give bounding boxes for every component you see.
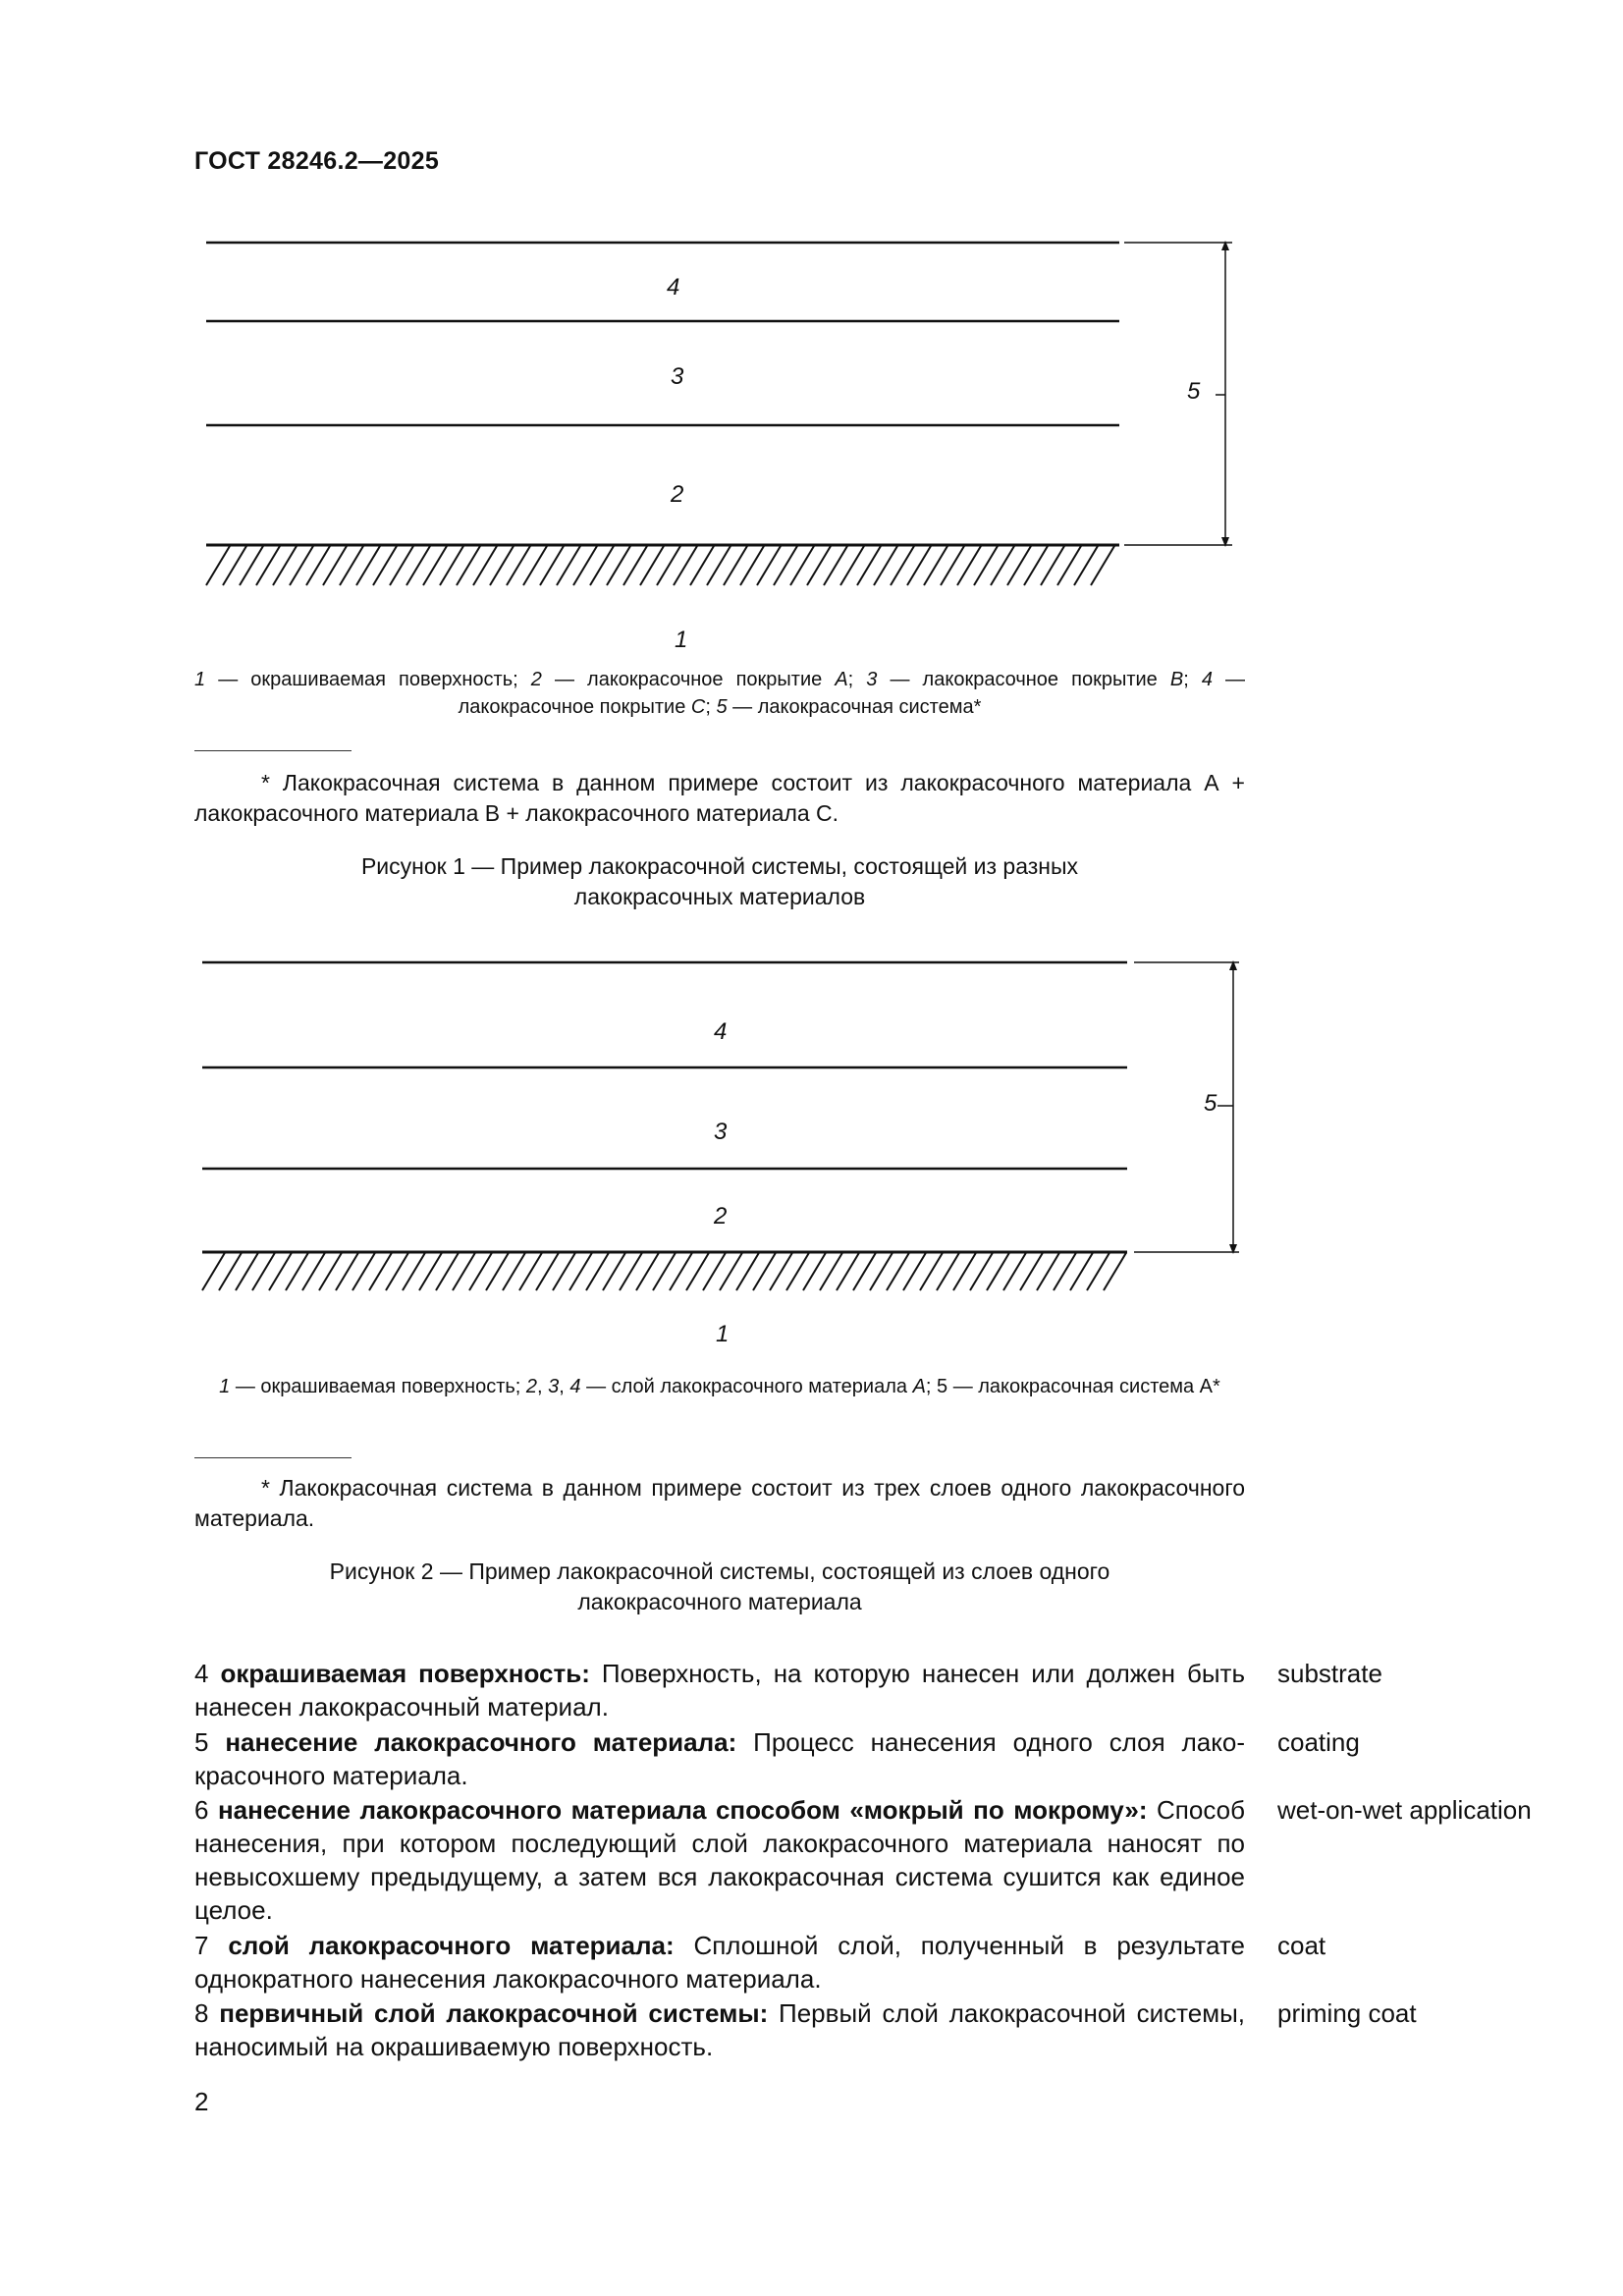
figure-1-caption-line-2: лакокрасочных материалов	[573, 884, 866, 909]
page-number: 2	[194, 2087, 209, 2116]
figure-2-caption-line-2: лакокрасочного материала	[577, 1589, 862, 1614]
term-en: priming coat	[1277, 1998, 1417, 2028]
figure-2-footnote-rule	[194, 1457, 352, 1458]
figure-1-legend: 1 — окрашиваемая поверхность; 2 — лакокрасочное покрытие A; 3 — лакокрасочное покрытие B; 4 — лакокрасочное покрытие C; 5 — лакокрасочная система*	[194, 669, 1246, 718]
figure-1-label-5: 5	[1187, 378, 1201, 405]
figure-1-label-3: 3	[671, 363, 684, 390]
figure-1-caption-line-1: Рисунок 1 — Пример лакокрасочной системы, состоящей из разных	[360, 853, 1079, 879]
figure-2-caption-line-1: Рисунок 2 — Пример лакокрасочной системы, состоящей из слоев одного	[329, 1558, 1110, 1584]
figure-2-label-3: 3	[714, 1119, 728, 1145]
term-ru: 6 нанесение лакокрасочного материала способом «мокрый по мокрому»: Способ нанесения, при котором последующий слой лакокрасочного материала наносят по невысохшему предыдущему, а затем вся лакокрасочная система сушится как единое целое.	[194, 1795, 1245, 1925]
figure-2-label-5: 5	[1204, 1090, 1217, 1117]
figure-2-label-1: 1	[716, 1321, 730, 1347]
figure-1-footnote: * Лакокрасочная система в данном примере состоит из лакокрасочного материала А + лакокрасочного материала В + лакокрасочного материала С.	[194, 770, 1245, 826]
term-ru: 5 нанесение лакокрасочного материала: Процесс нанесения одного слоя лакокрасочного материала.	[194, 1727, 1245, 1790]
figure-2-label-2: 2	[714, 1203, 728, 1230]
figure-2-legend: 1 — окрашиваемая поверхность; 2, 3, 4 — слой лакокрасочного материала A; 5 — лакокрасочная система А*	[219, 1376, 1220, 1397]
term-ru: 7 слой лакокрасочного материала: Сплошной слой, полученный в результате однократного нанесения лакокрасочного материала.	[194, 1931, 1245, 1994]
term-en: substrate	[1277, 1659, 1382, 1688]
term-en: coat	[1277, 1931, 1326, 1960]
figure-1-label-4: 4	[667, 274, 680, 301]
term-en: wet-on-wet application	[1277, 1795, 1532, 1825]
term-ru: 4 окрашиваемая поверхность: Поверхность, на которую нанесен или должен быть нанесен лакокрасочный материал.	[194, 1659, 1245, 1722]
figure-2-label-4: 4	[714, 1018, 728, 1045]
figure-2-caption	[194, 1557, 1245, 1617]
figure-2-footnote: * Лакокрасочная система в данном примере состоит из трех слоев одного лакокрасочного материала.	[194, 1475, 1245, 1531]
term-ru: 8 первичный слой лакокрасочной системы: Первый слой лакокрасочной системы, наносимый на окрашиваемую поверхность.	[194, 1998, 1245, 2061]
figure-1-label-1: 1	[675, 627, 688, 653]
figure-2-substrate-hatching	[202, 1253, 1126, 1290]
figure-1-label-2: 2	[671, 481, 684, 508]
document-header: ГОСТ 28246.2—2025	[194, 147, 440, 175]
term-en: coating	[1277, 1727, 1360, 1757]
